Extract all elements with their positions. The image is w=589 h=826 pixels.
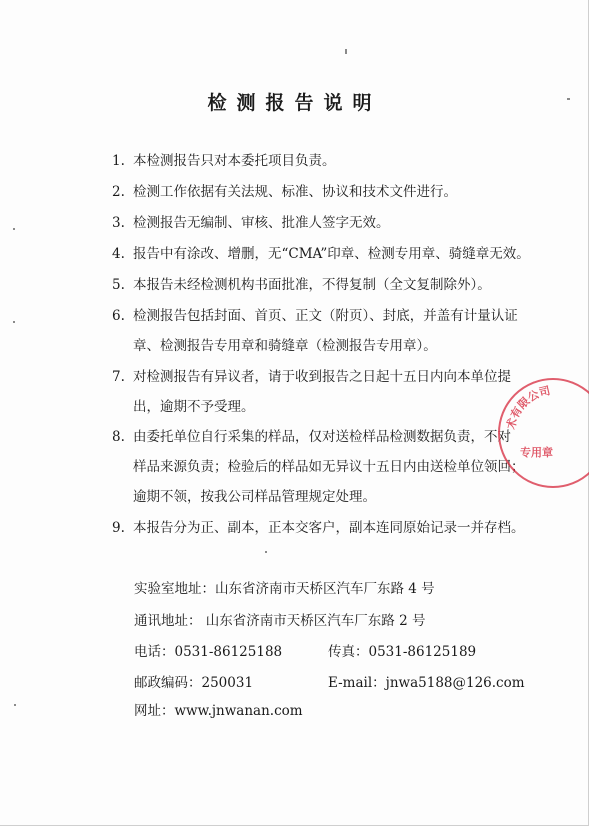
- scan-speck: [345, 49, 347, 54]
- phone-number: 电话：0531-86125188: [134, 644, 283, 660]
- scan-speck: [265, 551, 267, 553]
- item-text: 检测报告包括封面、首页、正文（附页）、封底，并盖有计量认证: [133, 308, 518, 324]
- item-text: 报告中有涂改、增删，无“CMA”印章、检测专用章、骑缝章无效。: [133, 246, 530, 262]
- item-text: 由委托单位自行采集的样品，仅对送检样品检测数据负责，不对: [133, 429, 511, 445]
- website: 网址：www.jnwanan.com: [134, 703, 303, 719]
- item-text: 本检测报告只对本委托项目负责。: [133, 153, 336, 169]
- item-text: 对检测报告有异议者，请于收到报告之日起十五日内向本单位提: [133, 369, 511, 385]
- item-text: 逾期不领，按我公司样品管理规定处理。: [133, 489, 376, 505]
- mail-address: 通讯地址： 山东省济南市天桥区汽车厂东路 2 号: [134, 613, 426, 629]
- item-number: 3.: [112, 215, 125, 231]
- document-title: 检测报告说明: [207, 92, 382, 114]
- item-number: 8.: [112, 429, 125, 445]
- item-number: 5.: [112, 277, 125, 293]
- item-number: 1.: [112, 153, 125, 169]
- svg-text:专用章: 专用章: [520, 446, 553, 459]
- company-seal: [498, 378, 589, 488]
- scan-speck: [14, 704, 16, 706]
- item-text: 样品来源负责；检验后的样品如无异议十五日内由送检单位领回；: [133, 459, 525, 475]
- postcode: 邮政编码：250031: [134, 675, 254, 691]
- svg-text:术有限公司: 术有限公司: [504, 384, 552, 431]
- scan-speck: [13, 228, 15, 230]
- item-number: 7.: [112, 369, 125, 385]
- item-number: 6.: [112, 308, 125, 324]
- item-text: 出，逾期不予受理。: [133, 399, 255, 415]
- email-address: E-mail：jnwa5188@126.com: [328, 675, 525, 691]
- seal-graphic: [500, 380, 589, 490]
- fax-number: 传真：0531-86125189: [328, 644, 477, 660]
- scan-speck: [13, 321, 15, 323]
- item-number: 2.: [112, 184, 125, 200]
- scan-speck: [567, 98, 570, 100]
- item-text: 本报告未经检测机构书面批准，不得复制（全文复制除外）。: [133, 277, 491, 293]
- item-text: 章、检测报告专用章和骑缝章（检测报告专用章）。: [133, 338, 437, 354]
- item-text: 检测报告无编制、审核、批准人签字无效。: [133, 215, 390, 231]
- item-text: 本报告分为正、副本，正本交客户，副本连同原始记录一并存档。: [133, 520, 525, 536]
- item-text: 检测工作依据有关法规、标准、协议和技术文件进行。: [133, 184, 457, 200]
- item-number: 9.: [112, 520, 125, 536]
- lab-address: 实验室地址：山东省济南市天桥区汽车厂东路 4 号: [134, 581, 435, 597]
- item-number: 4.: [112, 246, 125, 262]
